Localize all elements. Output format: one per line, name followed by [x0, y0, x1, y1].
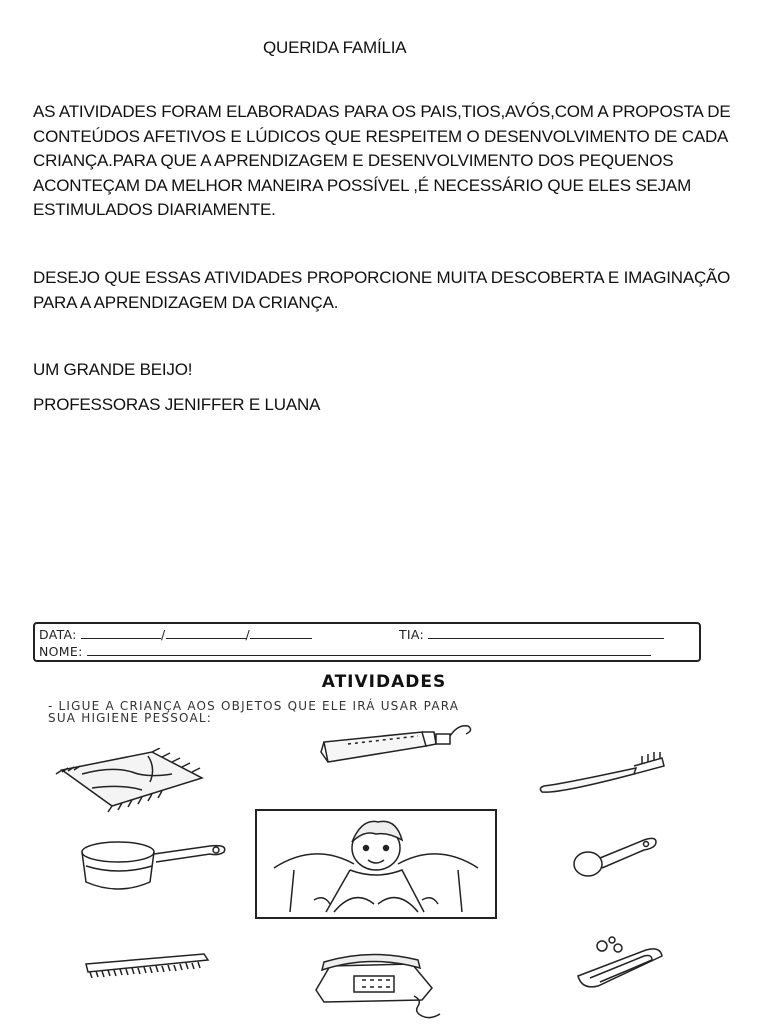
paragraph-line: AS ATIVIDADES FORAM ELABORADAS PARA OS PAIS,TIOS,AVÓS,COM A PROPOSTA DE — [33, 102, 731, 121]
cooking-pot-icon[interactable] — [78, 836, 234, 896]
letter-title: QUERIDA FAMÍLIA — [263, 38, 407, 57]
worksheet-header-box — [33, 622, 701, 662]
letter-closing: UM GRANDE BEIJO! — [33, 360, 193, 379]
spoon-icon[interactable] — [568, 828, 662, 884]
letter-signature: PROFESSORAS JENIFFER E LUANA — [33, 395, 321, 414]
toothbrush-icon[interactable] — [538, 750, 670, 802]
paragraph-line: ACONTEÇAM DA MELHOR MANEIRA POSSÍVEL ,É NECESSÁRIO QUE ELES SEJAM — [33, 175, 692, 195]
telephone-icon[interactable] — [310, 950, 450, 1024]
worksheet — [0, 600, 768, 1024]
child-in-bath-icon[interactable] — [254, 808, 498, 920]
date-year-line[interactable] — [250, 627, 312, 639]
soap-icon[interactable] — [574, 934, 670, 994]
comb-icon[interactable] — [84, 950, 212, 980]
name-label: NOME: — [39, 644, 83, 659]
paragraph-line: DESEJO QUE ESSAS ATIVIDADES PROPORCIONE MUITA DESCOBERTA E IMAGINAÇÃO — [33, 268, 731, 287]
instruction-line: SUA HIGIENE PESSOAL: — [48, 711, 213, 725]
date-field[interactable]: DATA: / / — [39, 627, 312, 642]
letter-paragraph-2 — [33, 266, 748, 315]
paragraph-line: CONTEÚDOS AFETIVOS E LÚDICOS QUE RESPEITEM O DESENVOLVIMENTO DE CADA — [33, 126, 729, 146]
date-label: DATA: — [39, 627, 77, 642]
name-field[interactable] — [39, 644, 651, 659]
name-line[interactable] — [87, 644, 651, 656]
paragraph-line: CRIANÇA.PARA QUE A APRENDIZAGEM E DESENVOLVIMENTO DOS PEQUENOS — [33, 151, 674, 170]
tia-line[interactable] — [428, 627, 664, 639]
worksheet-heading: ATIVIDADES — [321, 672, 447, 692]
toothpaste-icon[interactable] — [318, 718, 478, 772]
tia-field[interactable] — [399, 627, 664, 642]
letter-paragraph-1 — [33, 100, 748, 223]
date-month-line[interactable] — [166, 627, 246, 639]
paragraph-line: PARA A APRENDIZAGEM DA CRIANÇA. — [33, 292, 339, 312]
instruction-line: - LIGUE A CRIANÇA AOS OBJETOS QUE ELE IRÁ USAR PARA — [48, 699, 460, 713]
paragraph-line: ESTIMULADOS DIARIAMENTE. — [33, 200, 276, 219]
date-day-line[interactable] — [81, 627, 161, 639]
tia-label: TIA: — [399, 627, 425, 642]
towel-icon[interactable] — [52, 748, 222, 814]
